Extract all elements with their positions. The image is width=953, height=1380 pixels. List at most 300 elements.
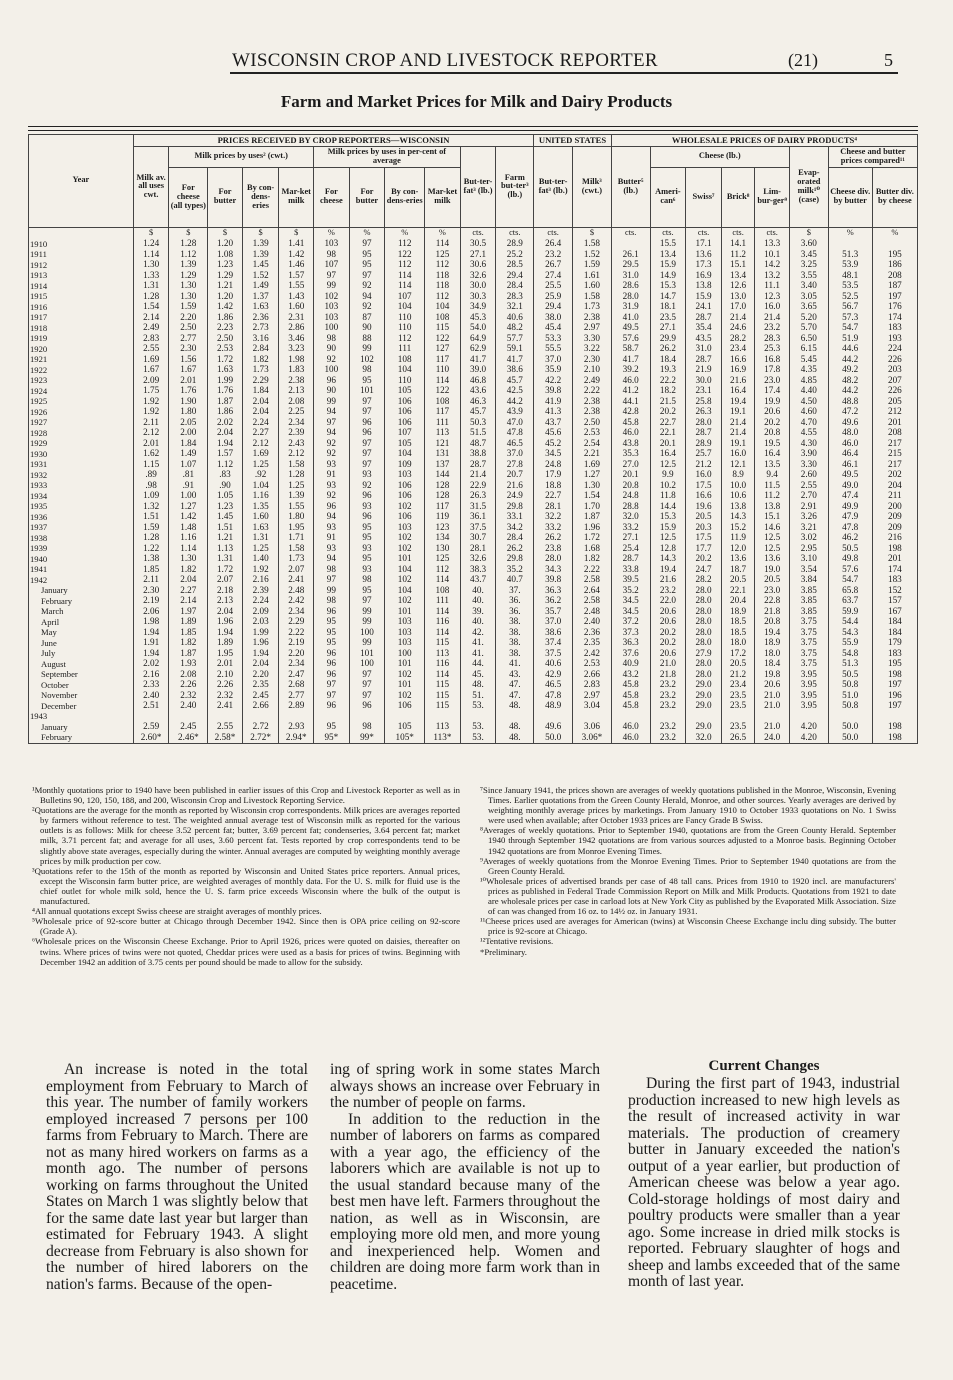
table-cell: 2.13 — [279, 386, 314, 397]
table-cell: 46.2 — [828, 533, 872, 544]
table-cell: 1.60 — [242, 512, 279, 523]
table-cell: 2.40 — [133, 690, 169, 701]
table-row — [29, 396, 918, 407]
table-cell: 44.6 — [828, 344, 872, 355]
table-row — [29, 470, 918, 481]
table-cell: 42. — [460, 627, 496, 638]
table-cell: 30.0 — [686, 375, 722, 386]
table-cell: 3.95 — [789, 701, 828, 712]
table-row — [29, 606, 918, 617]
table-cell: 20.2 — [755, 417, 790, 428]
table-cell: 1.87 — [208, 396, 243, 407]
table-cell: 107 — [314, 260, 350, 271]
table-cell: 109 — [385, 459, 425, 470]
units-cell: % — [872, 227, 917, 239]
units-cell: $ — [242, 227, 279, 239]
table-cell: 21.5 — [650, 396, 686, 407]
table-cell: 20.5 — [721, 659, 755, 670]
table-cell: 118 — [425, 281, 461, 292]
table-cell: 13.8 — [721, 501, 755, 512]
units-cell: $ — [573, 227, 612, 239]
table-cell: 2.72 — [242, 722, 279, 733]
table-cell: 3.75 — [789, 648, 828, 659]
units-cell: % — [828, 227, 872, 239]
table-cell: 2.19 — [133, 596, 169, 607]
table-cell: 208 — [872, 428, 917, 439]
units-cell: $ — [789, 227, 828, 239]
units-cell: cts. — [534, 227, 573, 239]
table-cell: 3.23 — [279, 344, 314, 355]
table-cell: 21.8 — [755, 606, 790, 617]
table-cell: 1.85 — [133, 564, 169, 575]
table-cell: 2.29 — [242, 375, 279, 386]
table-cell: 102 — [385, 543, 425, 554]
table-cell: 32.0 — [686, 732, 722, 743]
table-cell: 36.2 — [534, 596, 573, 607]
table-cell: 113 — [425, 648, 461, 659]
table-cell: 115 — [425, 690, 461, 701]
table-cell: 23.4 — [721, 344, 755, 355]
table-cell: 19.4 — [755, 627, 790, 638]
table-cell: 48.1 — [828, 270, 872, 281]
table-cell: 27.4 — [534, 270, 573, 281]
table-cell: 3.85 — [789, 606, 828, 617]
table-row — [29, 417, 918, 428]
table-cell: 1.92 — [133, 407, 169, 418]
article-column-2 — [330, 1062, 600, 1293]
col-farm-butter: Farm but-ter³ (lb.) — [496, 147, 534, 228]
table-cell: 1.27 — [169, 501, 208, 512]
table-cell: 9.4 — [755, 470, 790, 481]
table-cell: 198 — [872, 722, 917, 733]
table-cell: 1.42 — [279, 249, 314, 260]
table-cell: 207 — [872, 375, 917, 386]
table-cell: 1.25 — [242, 459, 279, 470]
table-cell: 130 — [425, 543, 461, 554]
table-cell: 1.56 — [169, 354, 208, 365]
table-cell: 38. — [496, 648, 534, 659]
table-cell: 99* — [349, 732, 385, 743]
table-cell: 43.5 — [686, 333, 722, 344]
table-cell: 2.34 — [279, 659, 314, 670]
table-cell: 2.39 — [279, 428, 314, 439]
table-cell: 108 — [385, 354, 425, 365]
table-cell: 105 — [385, 386, 425, 397]
table-cell: 1.96 — [242, 638, 279, 649]
table-cell: 13.8 — [686, 281, 722, 292]
table-cell: 1.91 — [133, 638, 169, 649]
table-cell: 22.0 — [650, 596, 686, 607]
table-cell: 1.99 — [208, 375, 243, 386]
table-cell: 17.9 — [534, 470, 573, 481]
table-cell: 2.20 — [242, 669, 279, 680]
table-cell: 2.77 — [279, 690, 314, 701]
table-cell: 95 — [349, 522, 385, 533]
table-cell: 2.50 — [208, 333, 243, 344]
row-label: January — [29, 585, 134, 596]
row-label: 1943 — [29, 711, 134, 722]
table-cell: 2.97 — [573, 690, 612, 701]
table-cell: 35.2 — [496, 564, 534, 575]
table-cell: 38.3 — [460, 564, 496, 575]
table-cell: 3.84 — [789, 575, 828, 586]
table-cell: 29.8 — [496, 501, 534, 512]
table-cell: 47. — [496, 680, 534, 691]
table-cell: 35.3 — [611, 449, 650, 460]
table-cell: 2.30 — [573, 354, 612, 365]
table-cell: 217 — [872, 438, 917, 449]
table-cell: 2.08 — [169, 669, 208, 680]
table-cell: 93 — [349, 501, 385, 512]
table-cell: 1.58 — [279, 459, 314, 470]
table-cell: 2.10 — [208, 669, 243, 680]
table-cell: 14.6 — [755, 522, 790, 533]
table-cell: 46.0 — [611, 732, 650, 743]
table-cell: 4.85 — [789, 375, 828, 386]
table-cell: 1.16 — [169, 533, 208, 544]
table-cell: 1.00 — [169, 491, 208, 502]
footnotes-right — [478, 785, 896, 957]
table-row — [29, 491, 918, 502]
table-cell: 1.30 — [573, 480, 612, 491]
table-cell: 3.16 — [242, 333, 279, 344]
table-cell: 39.8 — [534, 575, 573, 586]
col-by-condens: By con-dens-eries — [242, 167, 279, 227]
table-cell: 14.1 — [721, 239, 755, 250]
table-cell: 1.28 — [279, 470, 314, 481]
table-cell: 13.2 — [755, 270, 790, 281]
table-cell: 13.8 — [755, 501, 790, 512]
row-label: 1930 — [29, 449, 134, 460]
table-cell: 3.65 — [789, 302, 828, 313]
table-cell: 33.2 — [534, 522, 573, 533]
table-cell: 16.0 — [721, 449, 755, 460]
table-cell: 99 — [314, 396, 350, 407]
row-label: 1941 — [29, 564, 134, 575]
table-cell: 2.58 — [573, 575, 612, 586]
table-cell: 1.42 — [169, 512, 208, 523]
table-cell — [534, 711, 573, 722]
table-cell: 29.0 — [686, 690, 722, 701]
table-cell: 14.7 — [650, 291, 686, 302]
table-cell: 41.0 — [611, 312, 650, 323]
table-row — [29, 533, 918, 544]
table-cell: 57.6 — [611, 333, 650, 344]
table-cell: 197 — [872, 680, 917, 691]
row-label: 1913 — [29, 270, 134, 281]
table-cell: 119 — [425, 512, 461, 523]
table-cell: 28.0 — [686, 606, 722, 617]
table-cell: 95* — [314, 732, 350, 743]
table-cell: 2.40 — [573, 617, 612, 628]
table-cell: 2.66 — [242, 701, 279, 712]
table-cell: 16.9 — [721, 365, 755, 376]
table-cell: 106 — [385, 417, 425, 428]
units-cell: % — [314, 227, 350, 239]
table-cell: 1.85 — [169, 627, 208, 638]
table-cell: 46.8 — [460, 375, 496, 386]
table-cell: 117 — [425, 407, 461, 418]
table-cell: 1.62 — [133, 449, 169, 460]
header-rule — [230, 72, 898, 74]
table-cell: 3.75 — [789, 627, 828, 638]
table-cell: 184 — [872, 627, 917, 638]
table-cell: 97 — [349, 680, 385, 691]
units-cell: cts. — [755, 227, 790, 239]
table-cell: 41.7 — [496, 354, 534, 365]
group-compared: Cheese and butter prices compared¹¹ — [828, 147, 917, 168]
table-cell: 53.5 — [828, 281, 872, 292]
table-cell: 1.40 — [242, 554, 279, 565]
table-cell: 100 — [385, 648, 425, 659]
table-cell: 1.94 — [208, 627, 243, 638]
table-cell: 115 — [425, 680, 461, 691]
row-label: 1925 — [29, 396, 134, 407]
table-cell: 102 — [349, 354, 385, 365]
page-number: 5 — [884, 50, 893, 70]
table-cell: 23.5 — [721, 690, 755, 701]
table-cell: 104 — [385, 564, 425, 575]
table-cell: 28.0 — [686, 417, 722, 428]
table-cell — [650, 711, 686, 722]
table-cell: 217 — [872, 459, 917, 470]
table-cell: 1.73 — [279, 554, 314, 565]
units-cell: cts. — [460, 227, 496, 239]
table-cell: 2.07 — [208, 575, 243, 586]
table-cell: 2.83 — [133, 333, 169, 344]
table-cell: 183 — [872, 575, 917, 586]
table-cell: 1.82 — [573, 554, 612, 565]
table-cell: 1.58 — [279, 543, 314, 554]
table-row — [29, 449, 918, 460]
table-cell: 2.26 — [208, 680, 243, 691]
row-label: April — [29, 617, 134, 628]
table-cell: 12.3 — [755, 291, 790, 302]
table-cell: 28.0 — [686, 627, 722, 638]
table-cell: 23.5 — [721, 701, 755, 712]
table-cell — [789, 711, 828, 722]
table-cell: 1.12 — [208, 459, 243, 470]
row-label: 1928 — [29, 428, 134, 439]
table-cell — [573, 711, 612, 722]
table-cell: 20.4 — [721, 596, 755, 607]
table-cell: 2.73 — [242, 323, 279, 334]
table-cell: 2.13 — [208, 596, 243, 607]
table-cell: 26.2 — [534, 533, 573, 544]
table-cell: 32.0 — [611, 512, 650, 523]
group-united-states: UNITED STATES — [534, 135, 612, 147]
table-cell: 17.2 — [721, 648, 755, 659]
table-cell — [828, 711, 872, 722]
table-cell: 2.91 — [789, 501, 828, 512]
table-cell: 27.9 — [686, 648, 722, 659]
table-cell: 1.63 — [242, 302, 279, 313]
table-cell: 1.39 — [242, 249, 279, 260]
table-cell: 28.9 — [496, 239, 534, 250]
table-cell: 184 — [872, 617, 917, 628]
table-cell: 28.8 — [611, 501, 650, 512]
table-cell: 1.70 — [573, 501, 612, 512]
table-cell: 115 — [425, 701, 461, 712]
table-cell: 93 — [314, 543, 350, 554]
table-cell: 48.8 — [828, 396, 872, 407]
table-cell: 1.55 — [279, 501, 314, 512]
table-cell: 28.0 — [686, 669, 722, 680]
table-cell: 1.28 — [133, 291, 169, 302]
table-row — [29, 543, 918, 554]
table-cell: 37.2 — [611, 617, 650, 628]
table-cell: 11.1 — [755, 281, 790, 292]
table-cell: 12.0 — [721, 543, 755, 554]
table-cell: 103 — [385, 522, 425, 533]
col-butterfat: But-ter-fat³ (lb.) — [460, 147, 496, 228]
table-cell: 2.48 — [279, 585, 314, 596]
table-cell: 1.54 — [573, 491, 612, 502]
table-cell: 211 — [872, 491, 917, 502]
table-cell: 201 — [872, 554, 917, 565]
table-cell: 41. — [460, 638, 496, 649]
table-row — [29, 659, 918, 670]
table-cell: 94 — [314, 554, 350, 565]
table-cell: 2.58 — [573, 596, 612, 607]
table-cell: 1.86 — [208, 312, 243, 323]
table-cell: 88 — [349, 333, 385, 344]
table-cell: 46.0 — [828, 438, 872, 449]
table-cell: 16.9 — [686, 270, 722, 281]
table-cell: 20.2 — [650, 627, 686, 638]
table-cell: 21.6 — [650, 575, 686, 586]
table-cell: 3.75 — [789, 659, 828, 670]
table-cell: 1.86 — [208, 407, 243, 418]
table-cell: 101 — [385, 680, 425, 691]
table-cell: 1.95 — [279, 522, 314, 533]
table-cell: 107 — [385, 291, 425, 302]
table-cell: 51.5 — [460, 428, 496, 439]
row-label: 1923 — [29, 375, 134, 386]
table-cell: 1.82 — [169, 638, 208, 649]
table-cell: 90 — [314, 386, 350, 397]
table-cell: 3.90 — [789, 449, 828, 460]
table-cell: 22.1 — [650, 428, 686, 439]
table-cell: 2.24 — [242, 596, 279, 607]
table-cell: 21.0 — [755, 690, 790, 701]
table-cell: 47.8 — [496, 428, 534, 439]
table-cell: 2.30 — [133, 585, 169, 596]
table-cell: 11.2 — [755, 491, 790, 502]
table-cell: 26.2 — [496, 543, 534, 554]
table-cell: 21.0 — [755, 701, 790, 712]
table-cell: 23.5 — [721, 722, 755, 733]
table-cell — [828, 239, 872, 250]
table-cell: 28.2 — [686, 575, 722, 586]
table-cell: 2.48 — [573, 606, 612, 617]
row-label: 1927 — [29, 417, 134, 428]
table-cell: 13.6 — [721, 554, 755, 565]
table-cell: 2.35 — [242, 680, 279, 691]
table-cell: 53. — [460, 701, 496, 712]
table-cell: 39. — [460, 606, 496, 617]
table-cell: 36. — [496, 596, 534, 607]
table-cell: 134 — [425, 533, 461, 544]
table-cell: 13.3 — [755, 239, 790, 250]
table-cell: 2.24 — [242, 417, 279, 428]
table-cell: 56.7 — [828, 302, 872, 313]
table-cell: 97 — [349, 239, 385, 250]
table-cell: 2.35 — [573, 638, 612, 649]
table-cell: 2.46* — [169, 732, 208, 743]
table-cell: 31.0 — [686, 344, 722, 355]
table-cell: 1.94 — [208, 438, 243, 449]
units-cell: cts. — [611, 227, 650, 239]
table-cell: 93 — [349, 564, 385, 575]
table-cell: 16.6 — [721, 354, 755, 365]
table-cell: 193 — [872, 333, 917, 344]
col-cheese-div-butter: Cheese div. by butter — [828, 167, 872, 227]
table-cell: 96 — [314, 701, 350, 712]
table-cell: 28.7 — [611, 554, 650, 565]
table-cell: 41.7 — [460, 354, 496, 365]
row-label: 1940 — [29, 554, 134, 565]
table-cell: 174 — [872, 312, 917, 323]
table-cell: 21.6 — [496, 480, 534, 491]
units-cell — [29, 227, 134, 239]
group-wisconsin: PRICES RECEIVED BY CROP REPORTERS—WISCONSIN — [133, 135, 533, 147]
page-title: Farm and Market Prices for Milk and Dairy Products — [280, 92, 673, 111]
table-cell: 15.1 — [721, 260, 755, 271]
table-cell: 41.3 — [534, 407, 573, 418]
table-cell — [242, 711, 279, 722]
table-cell: 4.20 — [789, 722, 828, 733]
table-cell: 53.3 — [534, 333, 573, 344]
table-cell: 48. — [496, 722, 534, 733]
table-cell: 47. — [496, 690, 534, 701]
table-cell: 1.29 — [208, 270, 243, 281]
table-cell: 28.1 — [460, 543, 496, 554]
table-cell: 1.94 — [242, 648, 279, 659]
table-cell: 2.36 — [573, 627, 612, 638]
col-for-butter: For butter — [208, 167, 243, 227]
table-row — [29, 260, 918, 271]
table-row — [29, 638, 918, 649]
table-cell: 39.5 — [611, 575, 650, 586]
table-cell: 50.8 — [828, 701, 872, 712]
table-cell: 46.3 — [460, 396, 496, 407]
table-cell: 1.89 — [208, 638, 243, 649]
row-label: 1915 — [29, 291, 134, 302]
table-cell: 49.5 — [611, 323, 650, 334]
table-cell: 137 — [425, 459, 461, 470]
table-cell: 3.40 — [789, 281, 828, 292]
table-cell: 17.4 — [755, 386, 790, 397]
row-label: February — [29, 596, 134, 607]
table-cell: 1.45 — [242, 260, 279, 271]
group-milk-by-uses: Milk prices by uses² (cwt.) — [169, 147, 314, 168]
table-row — [29, 344, 918, 355]
table-cell: 97 — [349, 669, 385, 680]
table-cell: 20.2 — [686, 554, 722, 565]
table-cell: 99 — [314, 281, 350, 292]
table-cell: 28.7 — [686, 354, 722, 365]
table-row — [29, 522, 918, 533]
table-cell: 2.49 — [133, 323, 169, 334]
table-cell: 19.4 — [650, 564, 686, 575]
table-cell: 3.54 — [789, 564, 828, 575]
table-cell: 49.2 — [828, 365, 872, 376]
table-cell: 113 — [425, 428, 461, 439]
table-cell: 1.32 — [133, 501, 169, 512]
table-cell: 1.48 — [169, 522, 208, 533]
table-cell: 1.30 — [169, 554, 208, 565]
